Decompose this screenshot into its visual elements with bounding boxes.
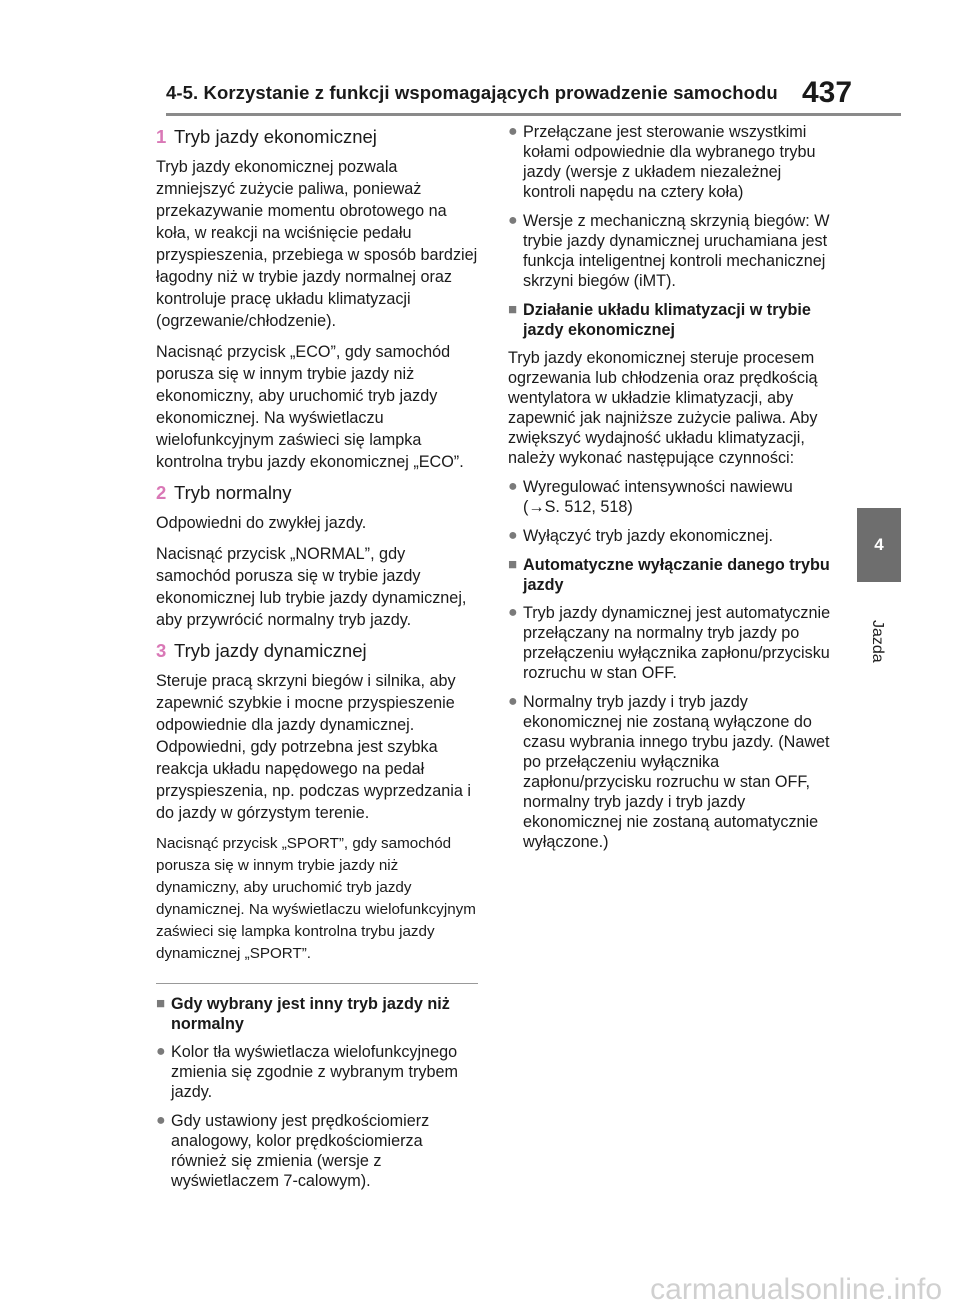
list-item: ● Wersje z mechaniczną skrzynią biegów: W trybie jazdy dynamicznej uruchamiana jest funkcja inteligentnej kontroli mechanicznej skrzyni biegów (iMT).: [508, 212, 830, 290]
page-number: 437: [802, 76, 853, 109]
mode-title: Tryb jazdy ekonomicznej: [174, 126, 377, 147]
bullet-dot-icon: ●: [156, 1112, 166, 1129]
paragraph: Nacisnąć przycisk „SPORT”, gdy samochód porusza się w innym trybie jazdy niż dynamiczny, aby uruchomić tryb jazdy dynamicznej. Na wyświetlaczu wielofunkcyjnym zaświeci się lampka kontrolna trybu jazdy dynamicznej „SPORT”.: [156, 835, 476, 962]
paragraph: Nacisnąć przycisk „NORMAL”, gdy samochód porusza się w trybie jazdy ekonomicznej lub trybie jazdy dynamicznej, aby przywrócić normalny tryb jazdy.: [156, 545, 467, 629]
square-bullet-icon: ■: [508, 301, 518, 318]
normal-mode-heading: [156, 482, 478, 504]
paragraph: Steruje pracą skrzyni biegów i silnika, aby zapewnić szybkie i mocne przyspieszenie odpowiednie dla jazdy dynamicznej. Odpowiedni, gdy potrzebna jest szybka reakcja układu napędowego na pedał przyspieszenia, np. podczas wyprzedzania i do jazdy w górzystym terenie.: [156, 672, 471, 822]
paragraph: Tryb jazdy ekonomicznej pozwala zmniejszyć zużycie paliwa, ponieważ przekazywanie momentu obrotowego na koła, w reakcji na wciśnięcie pedału przyspieszenia, przebiega w sposób bardziej łagodny niż w trybie jazdy normalnej oraz kontroluje pracę układu klimatyzacji (ogrzewanie/chłodzenie).: [156, 158, 478, 330]
list-item: ● Wyregulować intensywności nawiewu (→S. 512, 518): [508, 478, 793, 516]
bullet-dot-icon: ●: [508, 604, 518, 621]
paragraph: Odpowiedni do zwykłej jazdy.: [156, 514, 367, 532]
section-heading: ■ Automatyczne wyłączanie danego trybu jazdy: [508, 556, 830, 594]
mode-title: Tryb normalny: [174, 482, 292, 503]
bullet-dot-icon: ●: [508, 123, 518, 140]
list-item: ● Gdy ustawiony jest prędkościomierz analogowy, kolor prędkościomierza również się zmienia (wersje z wyświetlaczem 7-calowym).: [156, 1112, 430, 1190]
list-item: ● Kolor tła wyświetlacza wielofunkcyjnego zmienia się zgodnie z wybranym trybem jazdy.: [156, 1043, 458, 1101]
bullet-dot-icon: ●: [508, 212, 518, 229]
section-heading: ■ Gdy wybrany jest inny tryb jazdy niż normalny: [156, 995, 450, 1033]
list-item: ● Przełączane jest sterowanie wszystkimi kołami odpowiednie dla wybranego trybu jazdy (wersje z układem niezależnej kontroli napędu na cztery koła): [508, 123, 816, 201]
paragraph: Nacisnąć przycisk „ECO”, gdy samochód porusza się w innym trybie jazdy niż ekonomiczny, aby uruchomić tryb jazdy ekonomicznej. Na wyświetlaczu wielofunkcyjnym zaświeci się lampka kontrolna trybu jazdy ekonomicznej „ECO”.: [156, 343, 464, 471]
list-item: ● Wyłączyć tryb jazdy ekonomicznej.: [508, 527, 773, 545]
list-item: ● Tryb jazdy dynamicznej jest automatycznie przełączany na normalny tryb jazdy po przełączeniu wyłącznika zapłonu/przycisku rozruchu w stan OFF.: [508, 604, 831, 682]
section-heading: ■ Działanie układu klimatyzacji w trybie jazdy ekonomicznej: [508, 301, 811, 339]
sport-mode-heading: [156, 640, 478, 662]
right-column: [508, 122, 833, 861]
paragraph: Tryb jazdy ekonomicznej steruje procesem ogrzewania lub chłodzenia oraz prędkością wentylatora w układzie klimatyzacji, aby zapewnić jak najniższe zużycie paliwa. Aby zwiększyć wydajność układu klimatyzacji, należy wykonać następujące czynności:: [508, 349, 818, 467]
eco-mode-heading: [156, 126, 478, 148]
section-header: 4-5. Korzystanie z funkcji wspomagających prowadzenie samochodu: [166, 82, 778, 103]
bullet-dot-icon: ●: [508, 693, 518, 710]
watermark: carmanualsonline.info: [650, 1273, 942, 1306]
mode-title: Tryb jazdy dynamicznej: [174, 640, 367, 661]
bullet-dot-icon: ●: [508, 527, 518, 544]
header-rule: [166, 113, 901, 116]
section-divider: [156, 983, 478, 984]
bullet-dot-icon: ●: [508, 478, 518, 495]
chapter-tab[interactable]: 4: [857, 508, 901, 582]
bullet-dot-icon: ●: [156, 1043, 166, 1060]
mode-number: 2: [156, 482, 167, 503]
mode-number: 1: [156, 126, 167, 147]
square-bullet-icon: ■: [156, 995, 166, 1012]
left-column: [156, 122, 478, 1200]
mode-number: 3: [156, 640, 167, 661]
list-item: ● Normalny tryb jazdy i tryb jazdy ekonomicznej nie zostaną wyłączone do czasu wybrania innego trybu jazdy. (Nawet po przełączeniu wyłącznika zapłonu/przycisku rozruchu w stan OFF, normalny tryb jazdy i tryb jazdy ekonomicznej nie zostaną automatycznie wyłączone.): [508, 693, 830, 851]
chapter-label: Jazda: [869, 620, 886, 663]
square-bullet-icon: ■: [508, 556, 518, 573]
